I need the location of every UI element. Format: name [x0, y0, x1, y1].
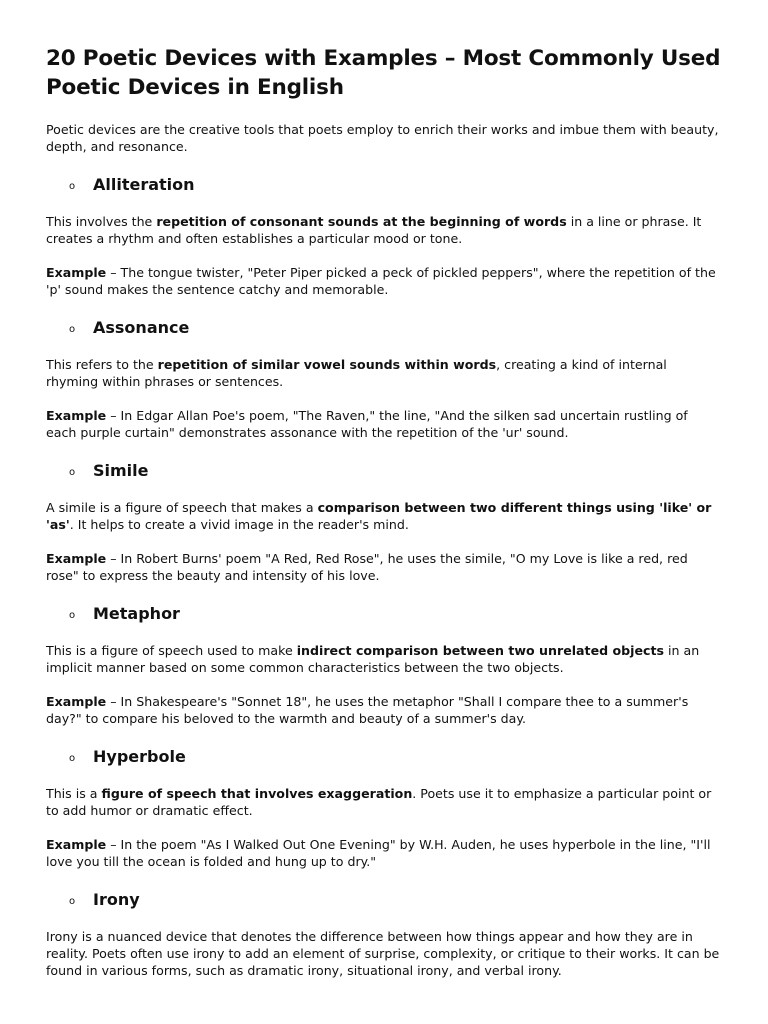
example-text: – In Robert Burns' poem "A Red, Red Rose", he uses the simile, "O my Love is like a red, red rose" to express the beauty and intensity of his love. [46, 551, 688, 583]
bullet-icon: o [69, 467, 76, 478]
desc-text: This is a [46, 786, 102, 801]
section-example [46, 836, 722, 870]
example-label: Example [46, 408, 107, 423]
desc-text: A simile is a figure of speech that makes a [46, 500, 318, 515]
section-example [46, 550, 722, 584]
section-title: Metaphor [93, 604, 180, 623]
bullet-icon: o [69, 610, 76, 621]
section-example [46, 407, 722, 441]
desc-emphasis: figure of speech that involves exaggeration [101, 786, 413, 801]
desc-emphasis: comparison between two different things using 'like' or 'as' [46, 500, 712, 532]
desc-emphasis: repetition of consonant sounds at the beginning of words [156, 214, 567, 229]
section-title: Alliteration [93, 175, 195, 194]
example-text: – In the poem "As I Walked Out One Evening" by W.H. Auden, he uses hyperbole in the line, "I'll love you till the ocean is folded and hung up to dry." [46, 837, 711, 869]
section-heading-irony [46, 888, 722, 912]
section-description [46, 928, 722, 979]
section-description [46, 785, 722, 819]
section-description [46, 499, 722, 533]
section-heading-simile [46, 459, 722, 483]
section-heading-hyperbole [46, 745, 722, 769]
section-example [46, 693, 722, 727]
section-heading-alliteration [46, 173, 722, 197]
example-label: Example [46, 694, 107, 709]
section-description [46, 213, 722, 247]
section-description [46, 356, 722, 390]
section-title: Assonance [93, 318, 190, 337]
example-text: – In Edgar Allan Poe's poem, "The Raven," the line, "And the silken sad uncertain rustling of each purple curtain" demonstrates assonance with the repetition of the 'ur' sound. [46, 408, 688, 440]
example-label: Example [46, 837, 107, 852]
bullet-icon: o [69, 753, 76, 764]
desc-text: in a line or phrase. It creates a rhythm and often establishes a particular mood or tone. [46, 214, 702, 246]
desc-text: Irony is a nuanced device that denotes the difference between how things appear and how they are in reality. Poets often use irony to add an element of surprise, complexity, or critique to their works. It can be found in various forms, such as dramatic irony, situational irony, and verbal irony. [46, 929, 720, 978]
desc-text: This involves the [46, 214, 157, 229]
section-description [46, 642, 722, 676]
example-label: Example [46, 551, 107, 566]
example-text: – The tongue twister, "Peter Piper picked a peck of pickled peppers", where the repetition of the 'p' sound makes the sentence catchy and memorable. [46, 265, 716, 297]
section-heading-metaphor [46, 602, 722, 626]
desc-text: This refers to the [46, 357, 158, 372]
desc-text: This is a figure of speech used to make [46, 643, 297, 658]
section-example [46, 264, 722, 298]
desc-text: . Poets use it to emphasize a particular point or to add humor or dramatic effect. [46, 786, 712, 818]
bullet-icon: o [69, 896, 76, 907]
section-title: Irony [93, 890, 140, 909]
bullet-icon: o [69, 324, 76, 335]
desc-text: , creating a kind of internal rhyming within phrases or sentences. [46, 357, 667, 389]
desc-emphasis: repetition of similar vowel sounds within words [157, 357, 497, 372]
desc-text: . It helps to create a vivid image in the reader's mind. [69, 517, 409, 532]
section-heading-assonance [46, 316, 722, 340]
example-text: – In Shakespeare's "Sonnet 18", he uses the metaphor "Shall I compare thee to a summer's day?" to compare his beloved to the warmth and beauty of a summer's day. [46, 694, 689, 726]
page-title: 20 Poetic Devices with Examples – Most Commonly Used Poetic Devices in English [46, 46, 721, 100]
section-title: Hyperbole [93, 747, 186, 766]
desc-emphasis: indirect comparison between two unrelated objects [296, 643, 665, 658]
example-label: Example [46, 265, 107, 280]
desc-text: in an implicit manner based on some common characteristics between the two objects. [46, 643, 700, 675]
intro-paragraph: Poetic devices are the creative tools that poets employ to enrich their works and imbue them with beauty, depth, and resonance. [46, 122, 719, 154]
bullet-icon: o [69, 181, 76, 192]
section-title: Simile [93, 461, 149, 480]
